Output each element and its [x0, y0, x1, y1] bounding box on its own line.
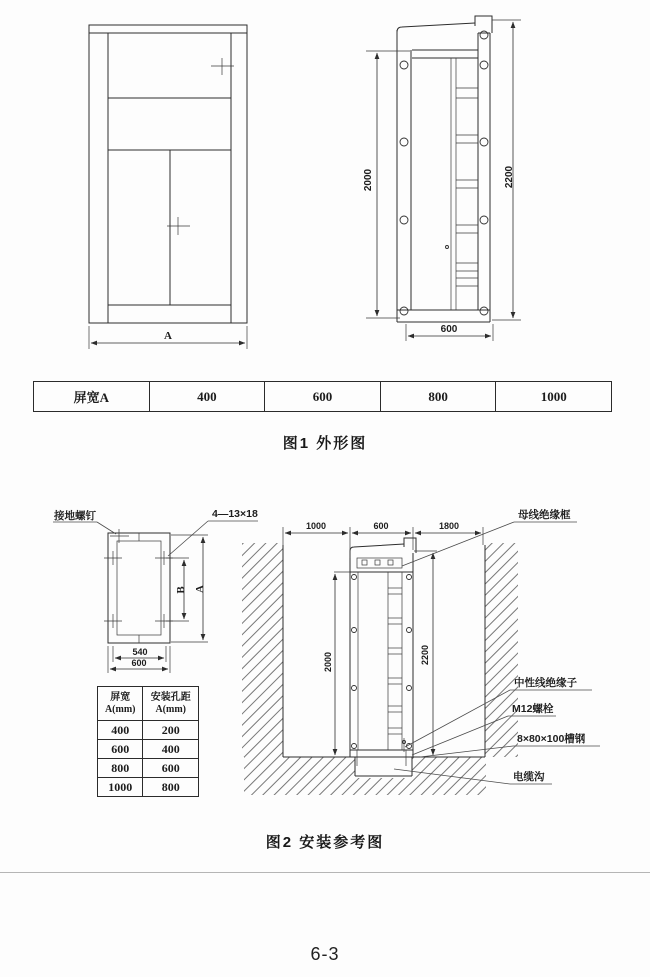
dim-600-plan-label: 600	[131, 658, 147, 668]
ground-screw-label: 接地螺钉	[54, 510, 96, 522]
bolt-callout	[412, 702, 556, 755]
dim-width-a	[89, 326, 247, 349]
ground-hatch-under-trench	[355, 778, 412, 795]
mounting-plan-view	[53, 508, 258, 673]
busbar-frame	[357, 558, 402, 568]
table-header-row	[98, 687, 199, 721]
channel-steel-label: 8×80×100槽钢	[517, 733, 586, 745]
width-value: 1000	[496, 382, 612, 412]
dim-a-label: A	[194, 585, 206, 593]
cell-width: 800	[98, 759, 143, 778]
dim-540-label: 540	[132, 647, 148, 657]
dim-600-label: 600	[373, 521, 389, 531]
cabinet-in-pit	[350, 538, 416, 766]
dim-install-2200-label: 2200	[420, 644, 430, 666]
page-number: 6-3	[310, 944, 340, 964]
header-label: A(mm)	[155, 703, 186, 715]
cabinet-front-view	[89, 25, 247, 349]
right-wall-hatch	[485, 543, 518, 757]
dim-a-label: A	[164, 330, 172, 342]
hole-cross-marks	[104, 551, 173, 628]
bolt-label: M12螺栓	[512, 703, 554, 715]
busbar-frame-label: 母线绝缘框	[518, 509, 571, 521]
dim-hole-spacing-b	[166, 558, 189, 621]
holes-label: 4—13×18	[212, 508, 258, 520]
cell-width: 600	[98, 740, 143, 759]
dim-install-2000	[323, 572, 353, 755]
dim-depth-600	[406, 324, 493, 341]
ladder-rungs-install	[388, 588, 402, 734]
cell-width: 400	[98, 721, 143, 740]
ladder-rungs	[456, 88, 478, 286]
dim-height-2200	[492, 20, 521, 320]
cell-spacing: 400	[143, 740, 199, 759]
dim-1800-label: 1800	[438, 521, 460, 531]
cell-spacing: 200	[143, 721, 199, 740]
panel-width-table	[33, 381, 612, 412]
neutral-insulator-label: 中性线绝缘子	[514, 677, 577, 689]
dim-1000-label: 1000	[305, 521, 327, 531]
cell-spacing: 600	[143, 759, 199, 778]
mount-table-col1-header	[98, 687, 143, 721]
left-wall-hatch	[242, 543, 283, 757]
dim-600-label: 600	[440, 324, 458, 335]
ground-screw-callout	[53, 509, 116, 534]
width-table-header: 屏宽A	[34, 382, 150, 412]
installation-side-view	[242, 508, 600, 795]
width-value: 800	[380, 382, 496, 412]
cell-spacing: 800	[143, 778, 199, 797]
table-row	[34, 382, 612, 412]
dim-install-2200	[414, 551, 437, 755]
mounting-hole-table	[97, 686, 199, 797]
footer-divider	[0, 872, 650, 873]
header-label: 安装孔距	[150, 692, 191, 703]
cable-trench	[355, 757, 412, 776]
width-value: 600	[265, 382, 381, 412]
header-label: 屏宽	[110, 692, 131, 703]
cable-trench-label: 电缆沟	[513, 771, 545, 783]
dim-2200-label: 2200	[504, 165, 515, 189]
table-row	[98, 759, 199, 778]
mount-table-col2-header	[143, 687, 199, 721]
ground-hatch-left	[244, 757, 355, 795]
header-label: A(mm)	[104, 703, 136, 715]
figure2-caption: 图2 安装参考图	[265, 834, 385, 851]
mounting-holes-install	[352, 575, 412, 749]
dim-clearances	[283, 521, 483, 558]
cabinet-side-view	[363, 16, 521, 341]
mounting-holes	[400, 31, 488, 315]
dim-install-2000-label: 2000	[323, 651, 333, 673]
table-row	[98, 778, 199, 797]
figure1-drawing	[0, 0, 650, 375]
dim-2000-label: 2000	[363, 168, 374, 192]
table-row	[98, 740, 199, 759]
cell-width: 1000	[98, 778, 143, 797]
dim-height-2000	[363, 51, 410, 318]
figure1-caption: 图1 外形图	[282, 435, 368, 452]
dim-b-label: B	[175, 586, 187, 594]
table-row	[98, 721, 199, 740]
width-value: 400	[149, 382, 265, 412]
